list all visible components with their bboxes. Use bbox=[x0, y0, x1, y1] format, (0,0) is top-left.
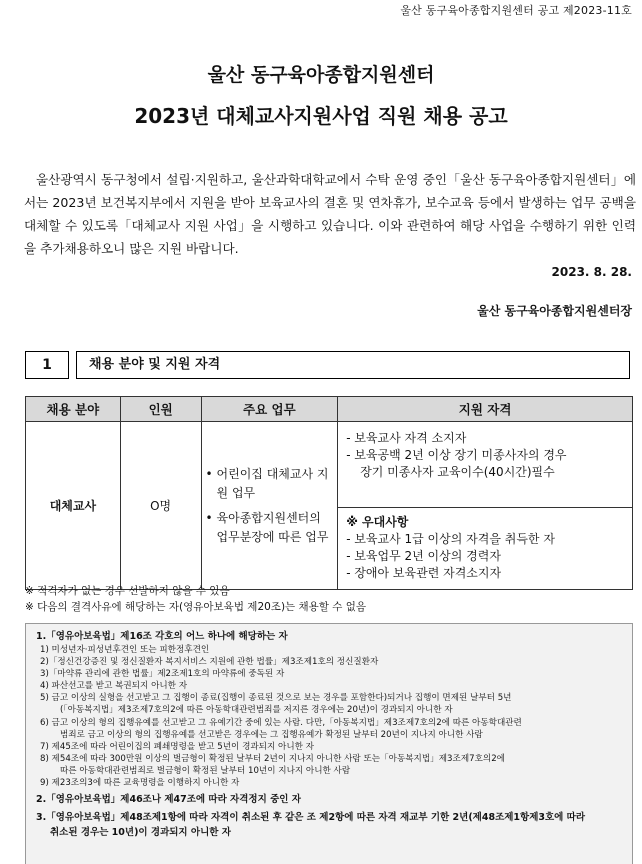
duty-item: • 어린이집 대체교사 지원 업무 bbox=[217, 465, 337, 503]
disqualification-item: 3)「마약류 관리에 관한 법률」제2조제1호의 마약류에 중독된 자 bbox=[40, 669, 285, 680]
qualifications-cell bbox=[338, 422, 633, 508]
qualification-item: - 보육교사 자격 소지자 bbox=[346, 431, 467, 445]
disqualification-heading-3: 3.「영유아보육법」제48조제1항에 따라 자격이 취소된 후 같은 조 제2항에 따른 자격 재교부 기한 2년(제48조제1항제3호에 따라 bbox=[36, 812, 586, 824]
disqualification-item-cont: 따른 아동학대관련범죄로 벌금형이 확정된 날부터 10년이 지나지 아니한 사람 bbox=[60, 765, 351, 776]
preferred-item: - 장애아 보육관련 자격소지자 bbox=[346, 566, 502, 580]
disqualification-heading-2: 2.「영유아보육법」제46조나 제47조에 따라 자격정지 중인 자 bbox=[36, 794, 301, 806]
table-header-row bbox=[26, 397, 633, 422]
disqualification-item: 5) 금고 이상의 실형을 선고받고 그 집행이 종료(집행이 종료된 것으로 보는 경우를 포함한다)되거나 집행이 면제된 날부터 5년 bbox=[40, 693, 512, 704]
field-cell: 대체교사 bbox=[26, 422, 121, 590]
issuer: 울산 동구육아종합지원센터장 bbox=[477, 304, 632, 318]
disqualification-item: 6) 금고 이상의 형의 집행유예를 선고받고 그 유예기간 중에 있는 사람. 다만,「아동복지법」제3조제7호의2에 따른 아동학대관련 bbox=[40, 717, 522, 728]
disqualification-heading-1: 1.「영유아보육법」제16조 각호의 어느 하나에 해당하는 자 bbox=[36, 631, 288, 642]
disqualification-item-cont: 범죄로 금고 이상의 형의 집행유예를 선고받은 경우에는 그 집행유예가 확정된 날부터 20년이 지나지 아니한 사람 bbox=[60, 729, 483, 740]
preferred-item: - 보육교사 1급 이상의 자격을 취득한 자 bbox=[346, 532, 555, 546]
duty-item: • 육아종합지원센터의 업무분장에 따른 업무 bbox=[217, 509, 337, 547]
header-duties: 주요 업무 bbox=[201, 397, 338, 422]
disqualification-box bbox=[25, 623, 633, 864]
page-title-center: 울산 동구육아종합지원센터 bbox=[207, 64, 435, 86]
preferred-title: ※ 우대사항 bbox=[346, 515, 409, 529]
preferred-cell bbox=[338, 508, 633, 590]
qualification-item: - 보육공백 2년 이상 장기 미종사자의 경우 bbox=[346, 448, 567, 462]
table-row bbox=[26, 422, 633, 508]
qualification-item: 장기 미종사자 교육이수(40시간)필수 bbox=[360, 465, 555, 479]
preferred-item: - 보육업무 2년 이상의 경력자 bbox=[346, 549, 501, 563]
header-field: 채용 분야 bbox=[26, 397, 121, 422]
disqualification-item-cont: (「아동복지법」제3조제7호의2에 따른 아동학대관련범죄를 저지른 경우에는 20년)이 경과되지 아니한 자 bbox=[60, 705, 453, 716]
notice-date: 2023. 8. 28. bbox=[551, 265, 632, 279]
header-qualifications: 지원 자격 bbox=[338, 397, 633, 422]
note-no-candidate: ※ 적격자가 없는 경우 선발하지 않을 수 있음 bbox=[25, 585, 230, 597]
section-number: 1 bbox=[25, 351, 69, 379]
disqualification-heading-3-cont: 취소된 경우는 10년)이 경과되지 아니한 자 bbox=[50, 827, 231, 839]
disqualification-item: 2)「정신건강증진 및 정신질환자 복지서비스 지원에 관한 법률」제3조제1호의 정신질환자 bbox=[40, 657, 379, 668]
disqualification-item: 1) 미성년자·피성년후견인 또는 피한정후견인 bbox=[40, 645, 210, 655]
disqualification-item: 7) 제45조에 따라 어린이집의 폐쇄명령을 받고 5년이 경과되지 아니한 자 bbox=[40, 741, 314, 752]
intro-paragraph: 울산광역시 동구청에서 설립·지원하고, 울산과학대학교에서 수탁 운영 중인「울산 동구육아종합지원센터」에서는 2023년 보건복지부에서 지원을 받아 보육교사의 결혼 및 연차휴가, 보수교육 등에서 발생하는 업무 공백을 대체할 수 있도록「대체교사 지원 사업」을 시행하고 있습니다. 이와 관련하여 해당 사업을 수행하기 위한 인력을 추가채용하오니 많은 지원 바랍니다. bbox=[24, 172, 636, 256]
notice-number: 울산 동구육아종합지원센터 공고 제2023-11호 bbox=[400, 4, 632, 17]
page-title-notice: 2023년 대체교사지원사업 직원 채용 공고 bbox=[134, 104, 508, 128]
recruitment-table bbox=[25, 396, 633, 590]
header-count: 인원 bbox=[120, 397, 201, 422]
disqualification-item: 4) 파산선고를 받고 복권되지 아니한 자 bbox=[40, 681, 188, 692]
disqualification-item: 9) 제23조의3에 따른 교육명령을 이행하지 아니한 자 bbox=[40, 778, 240, 789]
disqualification-item: 8) 제54조에 따라 300만원 이상의 벌금형이 확정된 날부터 2년이 지나지 아니한 사람 또는「아동복지법」제3조제7호의2에 bbox=[40, 753, 505, 764]
count-cell: O명 bbox=[120, 422, 201, 590]
duties-cell bbox=[201, 422, 338, 590]
section-title: 채용 분야 및 지원 자격 bbox=[76, 351, 630, 379]
note-disqualification: ※ 다음의 결격사유에 해당하는 자(영유아보육법 제20조)는 채용할 수 없음 bbox=[25, 601, 367, 613]
